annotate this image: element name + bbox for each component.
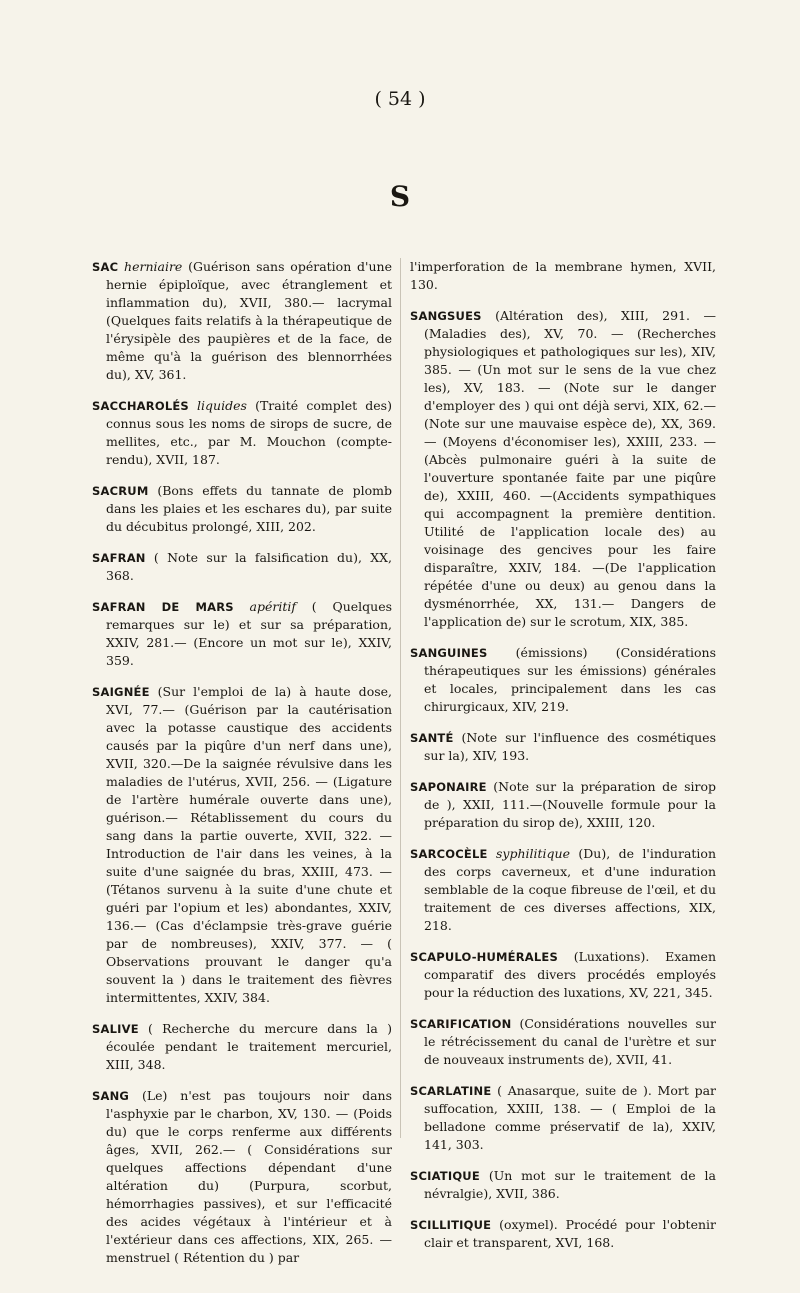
entry-text: (Note sur l'influence des cosmétiques sur la), XIV, 193.: [424, 730, 716, 763]
entry-head: SAC: [92, 260, 119, 274]
index-entry: [92, 397, 392, 469]
entry-head: SCIATIQUE: [410, 1169, 480, 1183]
index-entry: [410, 644, 716, 716]
entry-head: SCARLATINE: [410, 1084, 492, 1098]
index-entry: [410, 845, 716, 935]
entry-text: (Sur l'emploi de la) à haute dose, XVI, 77.— (Guérison par la cautérisation avec la potasse caustique des accidents causés par la piqûre d'un nerf dans une), XVII, 320.—De la saignée révulsive dans les maladies de l'utérus, XVII, 256. — (Ligature de l'artère humérale ouverte dans une), guérison.— Rétablissement du cours du sang dans la partie ouverte, XVII, 322. — Introduction de l'air dans les veines, à la suite d'une saignée du bras, XXIII, 473. — (Tétanos survenu à la suite d'une chute et guéri par l'opium et les) abondantes, XXIV, 136.— (Cas d'éclampsie très-grave guérie par de nombreuses), XXIV, 377. — ( Observations prouvant le danger qu'a souvent la ) dans le traitement des fièvres intermittentes, XXIV, 384.: [106, 684, 392, 1005]
index-entry: [410, 778, 716, 832]
entry-text: (Un mot sur le traitement de la névralgie), XVII, 386.: [424, 1168, 716, 1201]
index-entry: [410, 1216, 716, 1252]
column-divider: [400, 258, 401, 1138]
entry-head: SCILLITIQUE: [410, 1218, 492, 1232]
entry-head: SARCOCÈLE: [410, 847, 488, 861]
index-entry: [410, 1167, 716, 1203]
entry-text: (oxymel). Procédé pour l'obtenir clair et transparent, XVI, 168.: [424, 1217, 716, 1250]
entry-sub: apéritif: [233, 599, 296, 614]
index-entry: [92, 1020, 392, 1074]
index-entry: [92, 1087, 392, 1267]
entry-text: ( Note sur la falsification du), XX, 368.: [106, 550, 392, 583]
entry-head: SALIVE: [92, 1022, 139, 1036]
entry-text: (Guérison sans opération d'une hernie épiploïque, avec étranglement et inflammation du), XVII, 380.— lacrymal (Quelques faits relatifs à la thérapeutique de l'érysipèle des paupières et de la face, de même qu'à la guérison des blennorrhées du), XV, 361.: [106, 259, 392, 382]
index-entry: [410, 307, 716, 631]
entry-text: (émissions) (Considérations thérapeutiques sur les émissions) générales et locales, principalement dans les cas chirurgicaux, XIV, 219.: [424, 645, 716, 714]
entry-head: SACCHAROLÉS: [92, 399, 189, 413]
index-entry: [410, 1082, 716, 1154]
entry-head: SAPONAIRE: [410, 780, 487, 794]
entry-sub: liquides: [188, 398, 247, 413]
entry-text: (Luxations). Examen comparatif des divers procédés employés pour la réduction des luxations, XV, 221, 345.: [424, 949, 716, 1000]
entry-head: SAFRAN: [92, 551, 146, 565]
entry-text: ( Quelques remarques sur le) et sur sa préparation, XXIV, 281.— (Encore un mot sur le), XXIV, 359.: [106, 599, 393, 668]
left-column: [92, 258, 392, 1280]
index-entry: [410, 948, 716, 1002]
right-column: [410, 258, 716, 1265]
entry-head: SCAPULO-HUMÉRALES: [410, 950, 558, 964]
entry-head: SAFRAN DE MARS: [92, 600, 234, 614]
index-entry: [92, 683, 392, 1007]
entry-sub: syphilitique: [487, 846, 570, 861]
entry-head: SACRUM: [92, 484, 149, 498]
entry-text: l'imperforation de la membrane hymen, XVII, 130.: [410, 259, 716, 292]
section-letter: S: [389, 180, 411, 213]
entry-text: (Considérations nouvelles sur le rétrécissement du canal de l'urètre et sur de nouveaux instruments de), XVII, 41.: [424, 1016, 716, 1067]
index-entry: [410, 1015, 716, 1069]
index-entry: [92, 549, 392, 585]
entry-text: (Du), de l'induration des corps caverneux, et d'une induration semblable de la coque fibreuse de l'œil, et du traitement de ces diverses affections, XIX, 218.: [424, 846, 716, 933]
entry-head: SANTÉ: [410, 731, 454, 745]
index-entry: [410, 258, 716, 294]
index-entry: [410, 729, 716, 765]
entry-head: SCARIFICATION: [410, 1017, 512, 1031]
entry-text: (Traité complet des) connus sous les noms de sirops de sucre, de mellites, etc., par M. Mouchon (compte-rendu), XVII, 187.: [106, 398, 392, 467]
entry-text: (Bons effets du tannate de plomb dans les plaies et les eschares du), par suite du décubitus prolongé, XIII, 202.: [106, 483, 392, 534]
entry-text: (Le) n'est pas toujours noir dans l'asphyxie par le charbon, XV, 130. — (Poids du) que le corps renferme aux différents âges, XVII, 262.— ( Considérations sur quelques affections dépendant d'une altération du) (Purpura, scorbut, hémorrhagies passives), et sur l'efficacité des acides végétaux à l'intérieur et à l'extérieur dans ces affections, XIX, 265. — menstruel ( Rétention du ) par: [106, 1088, 392, 1265]
entry-sub: herniaire: [118, 259, 183, 274]
index-entry: [92, 258, 392, 384]
entry-text: ( Recherche du mercure dans la ) écoulée pendant le traitement mercuriel, XIII, 348.: [106, 1021, 392, 1072]
entry-text: (Note sur la préparation de sirop de ), XXII, 111.—(Nouvelle formule pour la préparation du sirop de), XXIII, 120.: [424, 779, 716, 830]
entry-text: ( Anasarque, suite de ). Mort par suffocation, XXIII, 138. — ( Emploi de la belladone comme préservatif de la), XXIV, 141, 303.: [424, 1083, 716, 1152]
entry-head: SAIGNÉE: [92, 685, 150, 699]
index-entry: [92, 598, 392, 670]
entry-head: SANGUINES: [410, 646, 488, 660]
index-entry: [92, 482, 392, 536]
entry-head: SANGSUES: [410, 309, 482, 323]
page-number: ( 54 ): [374, 88, 426, 110]
entry-head: SANG: [92, 1089, 130, 1103]
entry-text: (Altération des), XIII, 291. — (Maladies des), XV, 70. — (Recherches physiologiques et pathologiques sur les), XIV, 385. — (Un mot sur le sens de la vue chez les), XV, 183. — (Note sur le danger d'employer des ) qui ont déjà servi, XIX, 62.— (Note sur une mauvaise espèce de), XX, 369. — (Moyens d'économiser les), XXIII, 233. — (Abcès pulmonaire guéri à la suite de l'ouverture spontanée faite par une piqûre de), XXIII, 460. —(Accidents sympathiques qui accompagnent la première dentition. Utilité de l'application locale des) au voisinage des gencives pour les faire disparaître, XXIV, 184. —(De l'application répétée d'une ou deux) au genou dans la dysménorrhée, XX, 131.— Dangers de l'application de) sur le scrotum, XIX, 385.: [424, 308, 716, 629]
